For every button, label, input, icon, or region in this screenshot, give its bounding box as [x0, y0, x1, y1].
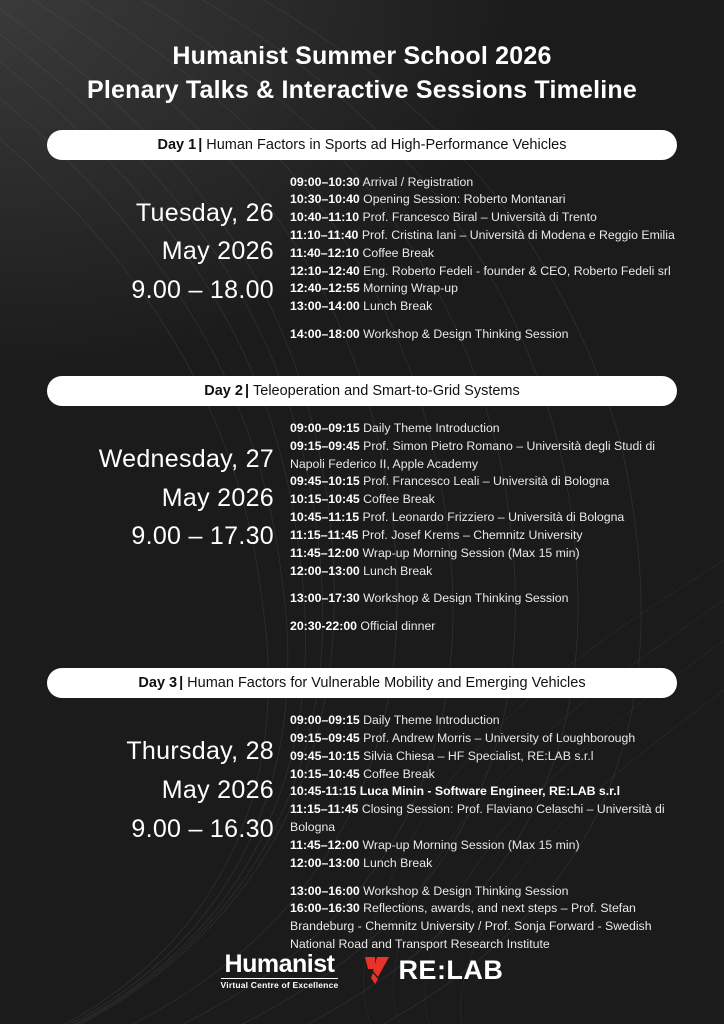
schedule-item: 14:00–18:00 Workshop & Design Thinking Session [290, 327, 569, 342]
day-date-line-2: May 2026 [161, 775, 274, 804]
schedule-item: 10:45-11:15 Luca Minin - Software Engineer, RE:LAB s.r.l [290, 784, 621, 799]
schedule-item: 11:45–12:00 Wrap-up Morning Session (Max 15 min) [290, 545, 580, 560]
day-body [20, 168, 704, 354]
page-title [20, 0, 704, 108]
schedule-item: 20:30-22:00 Official dinner [290, 619, 436, 634]
day-date-line-1: Tuesday, 26 [135, 198, 274, 227]
schedule-group [290, 174, 684, 317]
day-banner [47, 668, 677, 698]
humanist-logo-tagline: Virtual Centre of Excellence [220, 980, 339, 991]
schedule-item: 16:00–16:30 Reflections, awards, and next steps – Prof. Stefan Brandeburg - Chemnitz University / Prof. Sonja Forward - Swedish National Road and Transport Research Institute [290, 901, 652, 951]
title-line-2: Plenary Talks & Interactive Sessions Timeline [87, 75, 637, 104]
schedule-group [290, 590, 684, 608]
day-date-line-1: Wednesday, 27 [98, 444, 274, 473]
day-banner-topic: Human Factors in Sports ad High-Performance Vehicles [206, 136, 567, 153]
schedule-item: 10:45–11:15 Prof. Leonardo Frizziero – Università di Bologna [290, 510, 625, 525]
schedule-item: 13:00–16:00 Workshop & Design Thinking Session [290, 883, 569, 898]
schedule-item: 10:30–10:40 Opening Session: Roberto Montanari [290, 192, 566, 207]
schedule-group [290, 712, 684, 872]
day-time-range: 9.00 – 18.00 [131, 276, 274, 304]
schedule-item: 12:00–13:00 Lunch Break [290, 855, 433, 870]
schedule-item: 10:15–10:45 Coffee Break [290, 766, 435, 781]
humanist-logo [221, 951, 339, 990]
schedule-item: 09:00–09:15 Daily Theme Introduction [290, 713, 500, 728]
day-banner-label: Day 3 [138, 675, 178, 692]
schedule-item: 10:15–10:45 Coffee Break [290, 492, 435, 507]
day-banner [47, 130, 677, 160]
schedule-item: 09:45–10:15 Prof. Francesco Leali – Università di Bologna [290, 474, 610, 489]
title-line-1: Humanist Summer School 2026 [172, 42, 552, 70]
schedule-item: 11:15–11:45 Prof. Josef Krems – Chemnitz University [290, 527, 583, 542]
day-time-range: 9.00 – 17.30 [131, 522, 274, 551]
schedule-item: 09:00–09:15 Daily Theme Introduction [290, 420, 500, 435]
schedule-item: 09:15–09:45 Prof. Simon Pietro Romano – Università degli Studi di Napoli Federico II, Apple Academy [290, 438, 656, 471]
schedule-item: 11:40–12:10 Coffee Break [290, 245, 435, 260]
day-schedule [290, 168, 704, 354]
schedule-group [290, 420, 684, 580]
schedule-item: 13:00–17:30 Workshop & Design Thinking Session [290, 591, 569, 606]
schedule-group [290, 618, 684, 636]
day-banner-label: Day 2 [204, 382, 243, 399]
day-date-line-2: May 2026 [161, 483, 274, 512]
day-banner-topic: Teleoperation and Smart-to-Grid Systems [253, 382, 520, 399]
day-body [20, 706, 704, 964]
schedule-item: 09:00–10:30 Arrival / Registration [290, 174, 474, 189]
relab-logo [364, 955, 503, 986]
schedule-item: 12:10–12:40 Eng. Roberto Fedeli - founder & CEO, Roberto Fedeli srl [290, 263, 671, 278]
day-banner-separator: | [179, 675, 184, 692]
day-banner-label: Day 1 [157, 136, 197, 153]
relab-arrow-icon [364, 955, 390, 985]
schedule-item: 09:45–10:15 Silvia Chiesa – HF Specialist, RE:LAB s.r.l [290, 748, 594, 763]
schedule-item: 12:00–13:00 Lunch Break [290, 563, 433, 578]
day-section [20, 376, 704, 646]
day-time-range: 9.00 – 16.30 [131, 814, 274, 843]
day-body [20, 414, 704, 646]
footer-logos [0, 951, 724, 990]
day-date-block [20, 414, 290, 556]
schedule-item: 11:45–12:00 Wrap-up Morning Session (Max 15 min) [290, 837, 580, 852]
day-banner-separator: | [198, 136, 203, 153]
humanist-logo-name: Humanist [224, 949, 335, 978]
day-banner [47, 376, 677, 406]
day-schedule [290, 706, 704, 964]
day-schedule [290, 414, 704, 646]
schedule-item: 12:40–12:55 Morning Wrap-up [290, 281, 458, 296]
schedule-item: 13:00–14:00 Lunch Break [290, 299, 433, 314]
schedule-item: 11:10–11:40 Prof. Cristina Iani – Università di Modena e Reggio Emilia [290, 227, 675, 242]
schedule-group [290, 883, 684, 954]
day-section [20, 668, 704, 964]
day-banner-topic: Human Factors for Vulnerable Mobility and Emerging Vehicles [187, 675, 586, 692]
schedule-item: 10:40–11:10 Prof. Francesco Biral – Università di Trento [290, 210, 597, 225]
schedule-item: 11:15–11:45 Closing Session: Prof. Flaviano Celaschi – Università di Bologna [290, 802, 665, 835]
schedule-group [290, 326, 684, 344]
day-date-line-1: Thursday, 28 [126, 737, 274, 766]
day-date-line-2: May 2026 [161, 237, 274, 266]
day-date-block [20, 706, 290, 848]
day-banner-separator: | [244, 382, 249, 399]
day-section [20, 130, 704, 354]
day-date-block [20, 168, 290, 310]
schedule-item: 09:15–09:45 Prof. Andrew Morris – University of Loughborough [290, 730, 636, 745]
relab-logo-name: RE:LAB [398, 954, 504, 985]
